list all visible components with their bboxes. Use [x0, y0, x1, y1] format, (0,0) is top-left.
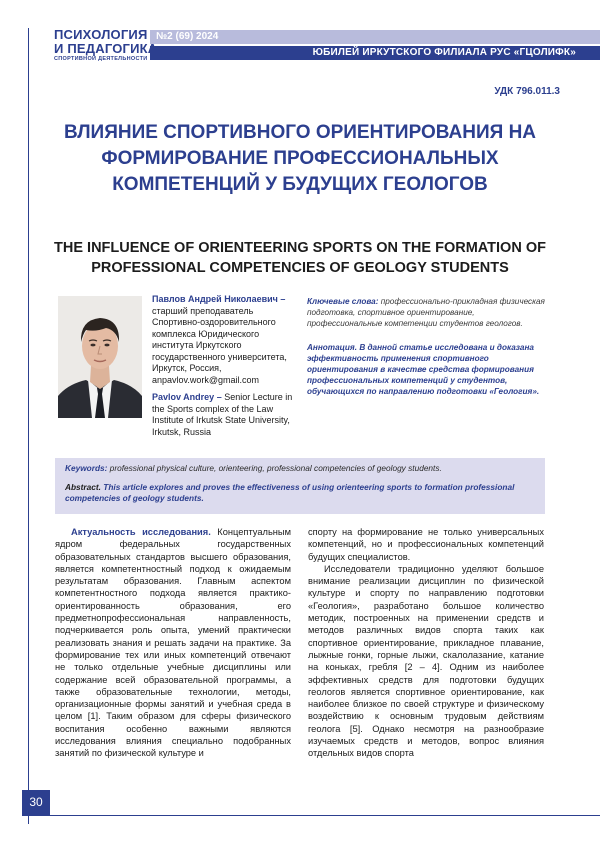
body-paragraph-1-continued: спорту на формирование не только универсальных компетенций, но и профессиональных компетенций будущих специалистов.: [308, 526, 544, 563]
issue-number: №2 (69) 2024: [156, 31, 218, 43]
rubric-title: ЮБИЛЕЙ ИРКУТСКОГО ФИЛИАЛА РУС «ГЦОЛИФК»: [313, 47, 576, 59]
author-name-ru: Павлов Андрей Николаевич –: [152, 294, 285, 304]
author-info: [152, 294, 302, 438]
keywords-en-label: Keywords:: [65, 463, 107, 473]
journal-name-line3: СПОРТИВНОЙ ДЕЯТЕЛЬНОСТИ: [54, 56, 148, 62]
title-english: THE INFLUENCE OF ORIENTEERING SPORTS ON THE FORMATION OF PROFESSIONAL COMPETENCIES OF GEOLOGY STUDENTS: [40, 238, 560, 278]
section-lead: Актуальность исследования.: [71, 527, 211, 537]
annotation-ru-text: В данной статье исследована и доказана эффективность применения спортивного ориентирования в качестве средства формирования профессиональных компетенций у студентов, обучающихся по направлению подготовки «Геология».: [307, 343, 539, 396]
keywords-english: [65, 463, 537, 474]
abstract-en-text: This article explores and proves the effectiveness of using orienteering sports to formation professional competencies of geology students.: [65, 482, 514, 503]
body-paragraph-1: Концептуальным ядром федеральных государственных образовательных стандартов высшего образования, является компетентностный подход к ожидаемым результатам образования. Главным аспектом компетентностного подхода является практико-ориентированность образования, его предметнопрофессиональная направленность, подчеркивается роль опыта, умений практически реализовать знания и решать задачи на практике. За формирование тех или иных компетенций отвечают не только отдельные учебные дисциплины или содержание всей образовательной программы, а также образовательные технологии, методы, организационные формы занятий и учебная среда в целом [1]. Таким образом для сферы физического воспитания особенно важными являются исследования влияния специально подобранных занятий по физической культуре и: [55, 527, 291, 758]
keywords-ru-text: профессионально-прикладная физическая подготовка, спортивное ориентирование, профессиональные компетенции студентов геологов.: [307, 297, 545, 328]
author-photo: [58, 296, 142, 418]
udk-code: УДК 796.011.3: [494, 86, 560, 97]
title-russian: ВЛИЯНИЕ СПОРТИВНОГО ОРИЕНТИРОВАНИЯ НА ФОРМИРОВАНИЕ ПРОФЕССИОНАЛЬНЫХ КОМПЕТЕНЦИЙ У БУДУЩИХ ГЕОЛОГОВ: [40, 120, 560, 198]
author-affiliation-en: Senior Lecture in the Sports complex of the Law Institute of Irkutsk State University, Irkutsk, Russia: [152, 392, 292, 437]
annotation-ru-label: Аннотация.: [307, 343, 357, 352]
journal-name-line1: ПСИХОЛОГИЯ: [54, 28, 148, 41]
body-column-right: [308, 526, 544, 760]
keywords-russian: [307, 296, 549, 329]
body-column-left: [55, 526, 291, 760]
journal-name-line2: И ПЕДАГОГИКА: [54, 42, 157, 55]
abstract-en-label: Abstract.: [65, 482, 101, 492]
author-affiliation-ru: старший преподаватель Спортивно-оздоровительного комплекса Юридического института Иркутского государственного университета, Иркутск, Россия, anpavlov.work@gmail.com: [152, 306, 302, 387]
annotation-russian: [307, 342, 549, 397]
author-name-en: Pavlov Andrey –: [152, 392, 222, 402]
footer-rule: [50, 815, 600, 816]
keywords-en-text: professional physical culture, orienteering, professional competencies of geology students.: [110, 463, 442, 473]
body-paragraph-2: Исследователи традиционно уделяют большое внимание реализации дисциплин по физической культуре и спорту по направлению подготовки «Геология», разработано большое количество методик, построенных на применении средств и методов различных видов спорта таких как спортивное ориентирование, прикладное плавание, лыжные гонки, горные лыжи, скалолазание, катание на коньках, гребля [2 – 4]. Одним из наиболее эффективных средств для подготовки будущих геологов является спортивное ориентирование, как наиболее близкое по своей структуре и физическому воздействию к основным трудовым действиям геолога [5]. Однако несмотря на разнообразие изучаемых средств и методов, вопрос влияния отдельных видов спорта: [308, 563, 544, 760]
keywords-ru-label: Ключевые слова:: [307, 297, 378, 306]
abstract-english: [65, 482, 537, 504]
page-number: 30: [22, 795, 50, 809]
author-portrait-icon: [58, 296, 142, 418]
left-rule: [28, 28, 29, 824]
